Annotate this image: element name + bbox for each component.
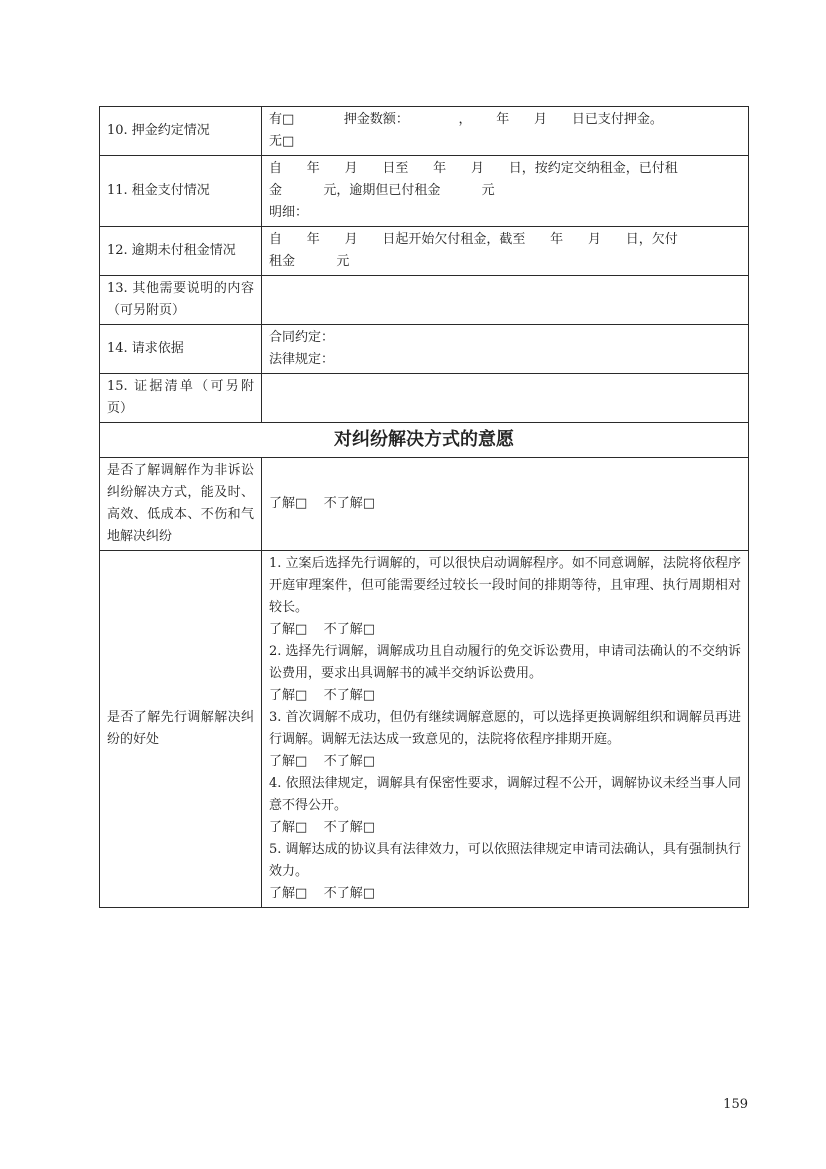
complaint-form-table (99, 106, 749, 908)
section-title: 对纠纷解决方式的意愿 (100, 423, 749, 458)
benefit-text-2: 2. 选择先行调解，调解成功且自动履行的免交诉讼费用，申请司法确认的不交纳诉讼费用，要求出具调解书的减半交纳诉讼费用。 (269, 644, 741, 681)
row-mediation-benefits (100, 551, 749, 908)
deposit-label: 10. 押金约定情况 (100, 107, 262, 156)
mediation-benefits-label: 是否了解先行调解解决纠纷的好处 (100, 551, 262, 908)
row-deposit (100, 107, 749, 156)
rent-payment-label: 11. 租金支付情况 (100, 156, 262, 227)
rent-payment-line-1: 自 年 月 日至 年 月 日，按约定交纳租金，已付租 (269, 161, 678, 176)
row-overdue-rent (100, 227, 749, 276)
row-mediation-awareness (100, 458, 749, 551)
claim-basis-label: 14. 请求依据 (100, 325, 262, 374)
overdue-rent-line-2: 租金 元 (269, 254, 350, 269)
evidence-list-label: 15. 证据清单（可另附页） (100, 374, 262, 423)
claim-basis-line-2: 法律规定： (269, 352, 335, 367)
rent-payment-value (262, 156, 749, 227)
other-notes-value (262, 276, 749, 325)
benefit-choice-2: 了解□ 不了解□ (269, 688, 376, 703)
benefit-choice-4: 了解□ 不了解□ (269, 820, 376, 835)
benefit-choice-1: 了解□ 不了解□ (269, 622, 376, 637)
other-notes-label: 13. 其他需要说明的内容（可另附页） (100, 276, 262, 325)
evidence-list-value (262, 374, 749, 423)
overdue-rent-value (262, 227, 749, 276)
overdue-rent-label: 12. 逾期未付租金情况 (100, 227, 262, 276)
benefit-text-3: 3. 首次调解不成功，但仍有继续调解意愿的，可以选择更换调解组织和调解员再进行调解。调解无法达成一致意见的，法院将依程序排期开庭。 (269, 710, 741, 747)
row-section-title (100, 423, 749, 458)
claim-basis-value (262, 325, 749, 374)
row-rent-payment (100, 156, 749, 227)
deposit-line-1: 有□ 押金数额： ， 年 月 日已支付押金。 (269, 112, 663, 127)
overdue-rent-line-1: 自 年 月 日起开始欠付租金，截至 年 月 日，欠付 (269, 232, 678, 247)
mediation-benefits-value (262, 551, 749, 908)
benefit-choice-5: 了解□ 不了解□ (269, 886, 376, 901)
row-claim-basis (100, 325, 749, 374)
benefit-text-1: 1. 立案后选择先行调解的，可以很快启动调解程序。如不同意调解，法院将依程序开庭审理案件，但可能需要经过较长一段时间的排期等待，且审理、执行周期相对较长。 (269, 556, 741, 615)
row-evidence-list (100, 374, 749, 423)
mediation-awareness-label: 是否了解调解作为非诉讼纠纷解决方式，能及时、高效、低成本、不伤和气地解决纠纷 (100, 458, 262, 551)
rent-payment-line-2: 金 元，逾期但已付租金 元 (269, 183, 495, 198)
benefit-choice-3: 了解□ 不了解□ (269, 754, 376, 769)
page-number: 159 (723, 1097, 748, 1112)
deposit-line-2: 无□ (269, 134, 295, 149)
deposit-value (262, 107, 749, 156)
benefit-text-5: 5. 调解达成的协议具有法律效力，可以依照法律规定申请司法确认，具有强制执行效力。 (269, 842, 741, 879)
claim-basis-line-1: 合同约定： (269, 330, 335, 345)
rent-payment-line-3: 明细： (269, 205, 309, 220)
mediation-awareness-choice: 了解□ 不了解□ (262, 458, 749, 551)
benefit-text-4: 4. 依照法律规定，调解具有保密性要求，调解过程不公开，调解协议未经当事人同意不得公开。 (269, 776, 741, 813)
row-other-notes (100, 276, 749, 325)
